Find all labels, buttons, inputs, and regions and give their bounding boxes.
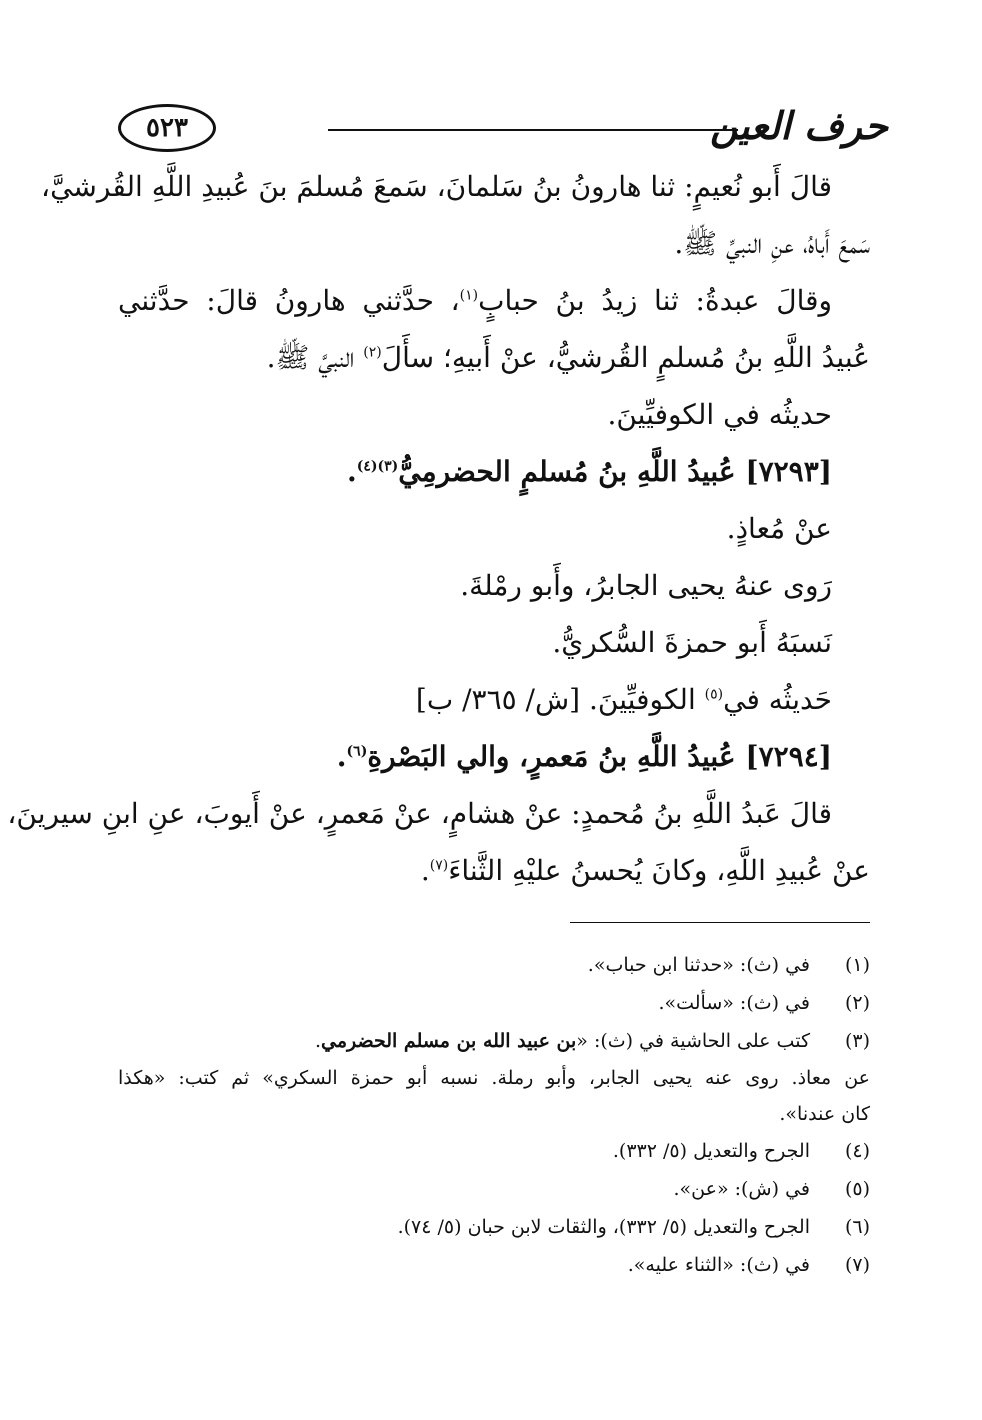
text-run: عُبيدُ اللَّهِ بنُ مُسلمٍ القُرشيُّ، عنْ أَبيهِ؛ سأَلَ: [381, 341, 870, 374]
footnote-text: الجرح والتعديل (٥/ ٣٣٢)، والثقات لابن حبان (٥/ ٧٤).: [397, 1216, 810, 1238]
footnote-number: (٤): [844, 1140, 870, 1162]
footnote-continuation-1: عن معاذ. روى عنه يحيى الجابر، وأبو رملة. نسبه أبو حمزة السكري» ثم كتب: «هكذا: [118, 1067, 870, 1089]
text-run: حَديثُه في: [723, 683, 832, 716]
footnote-4: [118, 1132, 870, 1170]
footnote-text: [118, 1022, 870, 1060]
footnote-marker: (٥): [704, 686, 724, 703]
footnote-5: [118, 1170, 870, 1208]
footnote-separator: [570, 922, 870, 923]
footnote-text: في (ث): «حدثنا ابن حباب».: [587, 954, 810, 976]
text-run: ، حدَّثني هارونُ قالَ: حدَّثني: [118, 284, 460, 317]
footnote-continuation-2: كان عندنا».: [779, 1103, 870, 1125]
period: .: [420, 854, 430, 887]
text-run: كتب على الحاشية في (ث): «: [576, 1030, 810, 1052]
entry-7294-line-2: [118, 842, 870, 899]
footnote-6: [118, 1208, 870, 1246]
footnote-7: [118, 1246, 870, 1284]
entry-number: [٧٢٩٣]: [745, 455, 832, 488]
page-number-oval: [118, 104, 216, 152]
text-run: النبيَّ ﷺ.: [266, 341, 364, 374]
footnote-text: في (ش): «عن».: [673, 1178, 810, 1200]
paragraph-2-line-2: [118, 329, 870, 386]
entry-7293-line-2: رَوى عنهُ يحيى الجابرُ، وأَبو رمْلةَ.: [460, 569, 832, 602]
entry-7294-heading: [118, 728, 870, 785]
footnote-1: [118, 946, 870, 984]
footnote-number: (١): [844, 954, 870, 976]
footnote-number: (٢): [844, 992, 870, 1014]
footnote-text: في (ث): «الثناء عليه».: [627, 1254, 810, 1276]
period: .: [336, 740, 347, 773]
main-text: [7, 158, 870, 899]
entry-number: [٧٢٩٤]: [745, 740, 832, 773]
paragraph-2-line-1: [118, 272, 870, 329]
footnote-text: الجرح والتعديل (٥/ ٣٣٢).: [612, 1140, 810, 1162]
footnote-text: في (ث): «سألت».: [658, 992, 810, 1014]
chapter-title: حرف العين: [710, 103, 888, 148]
footnote-marker: (٣)(٤): [356, 458, 399, 475]
entry-name: عُبيدُ اللَّهِ بنُ مَعمرٍ، والي البَصْرةِ: [367, 740, 736, 773]
footnote-3: [118, 1022, 870, 1132]
footnote-number: (٥): [844, 1178, 870, 1200]
page-header: [118, 98, 888, 162]
paragraph-1-line-1: قالَ أَبو نُعيمٍ: ثنا هارونُ بنُ سَلمانَ، سَمعَ مُسلمَ بنَ عُبيدِ اللَّهِ القُرشيَّ،: [41, 170, 832, 203]
quoted-name: بن عبيد الله بن مسلم الحضرمي: [321, 1030, 577, 1052]
footnote-number: (٣): [844, 1030, 870, 1052]
entry-7293-line-4: [118, 671, 870, 728]
entry-7294-line-1: قالَ عَبدُ اللَّهِ بنُ مُحمدٍ: عنْ هشامٍ، عنْ مَعمرٍ، عنْ أَيوبَ، عنِ ابنِ سيرينَ،: [7, 797, 832, 830]
text-run: الكوفيِّينَ. [ش/ ٣٦٥/ ب]: [415, 683, 705, 716]
footnote-marker: (١): [459, 287, 479, 304]
footnote-marker: (٧): [429, 857, 449, 874]
entry-7293-line-3: نَسبَهُ أَبو حمزةَ السُّكريُّ.: [552, 626, 832, 659]
header-rule: [328, 129, 738, 131]
entry-7293-heading: [118, 443, 870, 500]
footnote-number: (٦): [844, 1216, 870, 1238]
footnotes: [118, 946, 870, 1284]
paragraph-1-line-2: سَمعَ أَباهُ، عنِ النبيِّ ﷺ.: [674, 227, 870, 260]
footnote-marker: (٢): [363, 344, 382, 361]
text-run: وقالَ عبدةُ: ثنا زيدُ بنُ حبابٍ: [478, 284, 833, 317]
entry-7293-line-1: عنْ مُعاذٍ.: [726, 512, 832, 545]
entry-name: عُبيدُ اللَّهِ بنُ مُسلمٍ الحضرمِيُّ: [398, 455, 736, 488]
footnote-marker: (٦): [346, 743, 368, 760]
paragraph-3: حديثُه في الكوفيِّينَ.: [607, 398, 832, 431]
footnote-2: [118, 984, 870, 1022]
page-number: ٥٢٣: [146, 113, 188, 143]
text-run: عنْ عُبيدِ اللَّهِ، وكانَ يُحسنُ عليْهِ الثَّناءَ: [448, 854, 870, 887]
footnote-number: (٧): [844, 1254, 870, 1276]
text-run: .: [314, 1030, 321, 1052]
period: .: [346, 455, 357, 488]
